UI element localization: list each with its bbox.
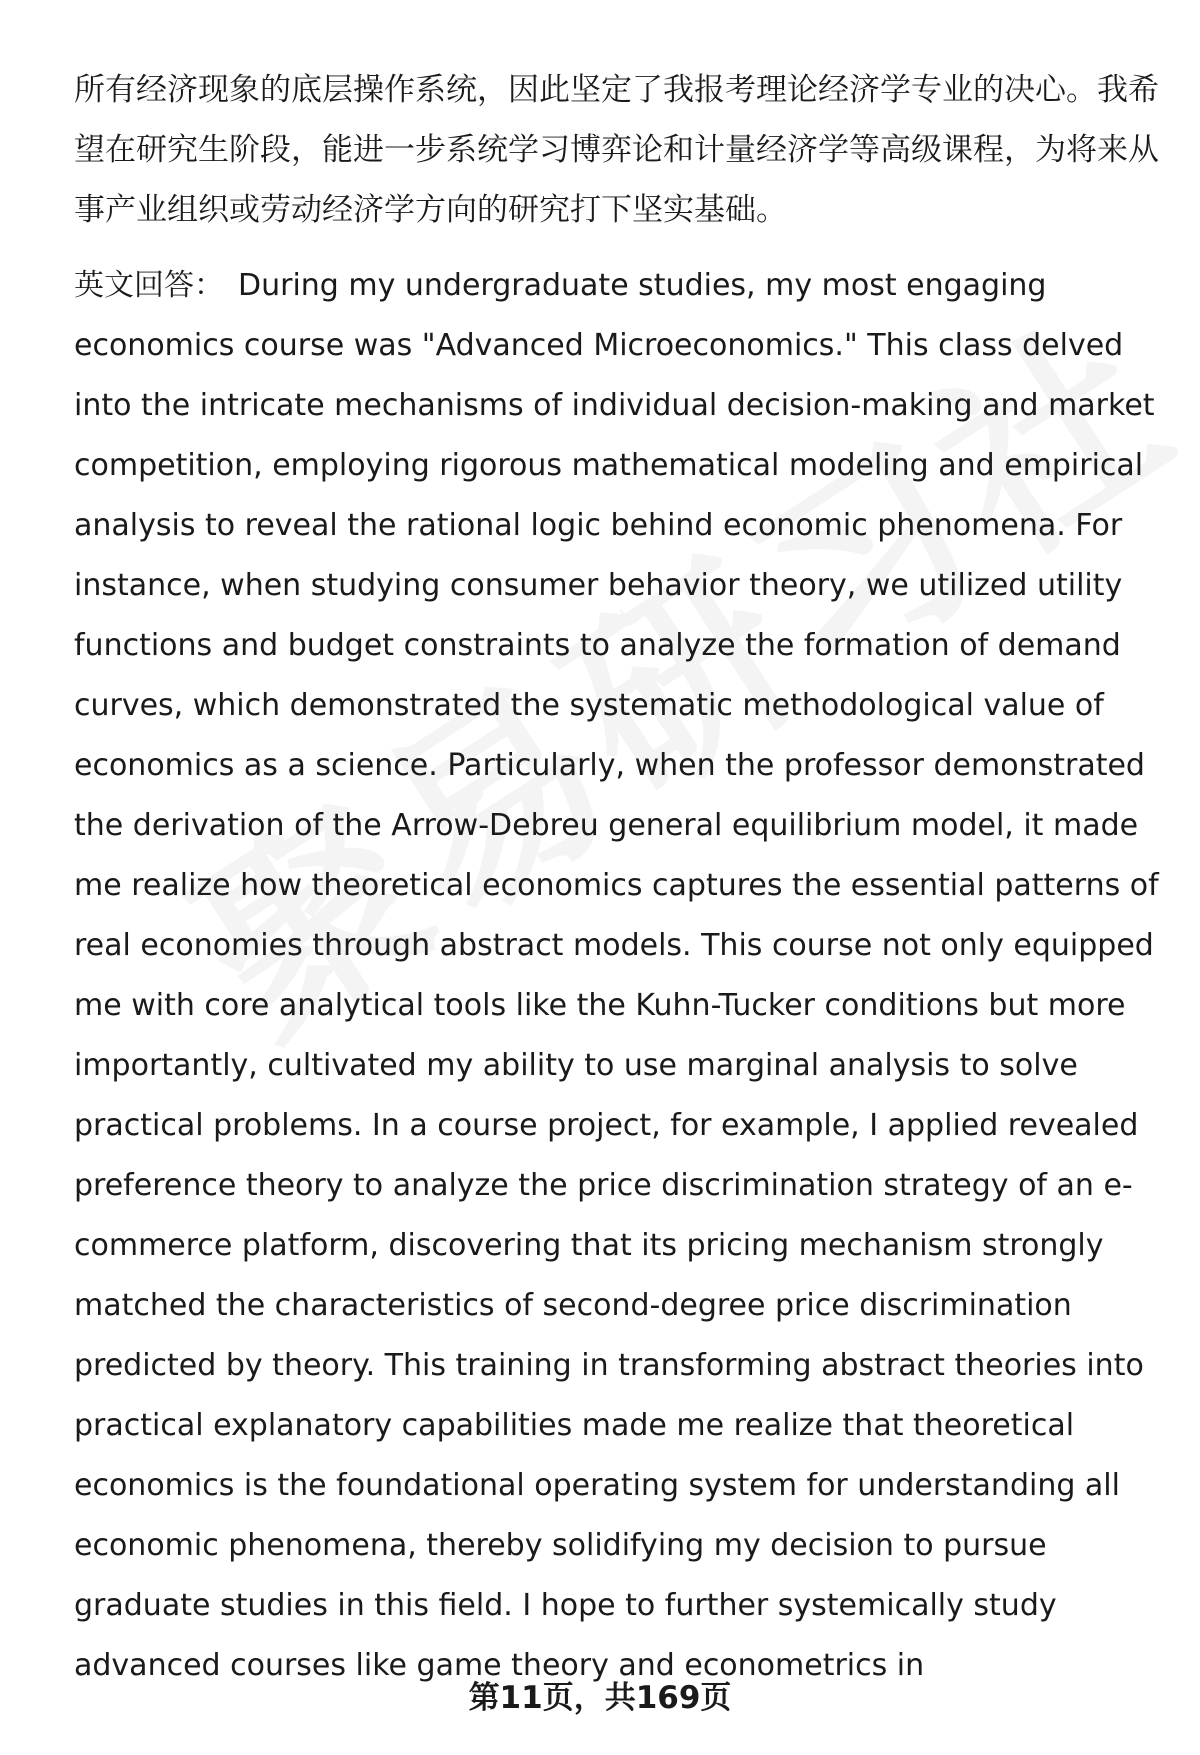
english-answer-paragraph — [74, 256, 1164, 1696]
english-answer-text: During my undergraduate studies, my most engaging economics course was "Advanced Microeconomics." This class delved into the intricate mechanisms of individual decision-making and market competition, employing rigorous mathematical modeling and empirical analysis to reveal the rational logic behind economic phenomena. For instance, when studying consumer behavior theory, we utilized utility functions and budget constraints to analyze the formation of demand curves, which demonstrated the systematic methodological value of economics as a science. Particularly, when the professor demonstrated the derivation of the Arrow-Debreu general equilibrium model, it made me realize how theoretical economics captures the essential patterns of real economies through abstract models. This course not only equipped me with core analytical tools like the Kuhn-Tucker conditions but more importantly, cultivated my ability to use marginal analysis to solve practical problems. In a course project, for example, I applied revealed preference theory to analyze the price discrimination strategy of an e-commerce platform, discovering that its pricing mechanism strongly matched the characteristics of second-degree price discrimination predicted by theory. This training in transforming abstract theories into practical explanatory capabilities made me realize that theoretical economics is the foundational operating system for understanding all economic phenomena, thereby solidifying my decision to pursue graduate studies in this field. I hope to further systemically study advanced courses like game theory and econometrics in — [74, 268, 1159, 1683]
document-body — [74, 60, 1164, 1696]
english-answer-label: 英文回答： — [74, 268, 224, 303]
chinese-paragraph: 所有经济现象的底层操作系统，因此坚定了我报考理论经济学专业的决心。我希望在研究生阶段，能进一步系统学习博弈论和计量经济学等高级课程，为将来从事产业组织或劳动经济学方向的研究打下坚实基础。 — [74, 72, 1159, 228]
page-number: 第11页，共169页 — [468, 1680, 732, 1716]
